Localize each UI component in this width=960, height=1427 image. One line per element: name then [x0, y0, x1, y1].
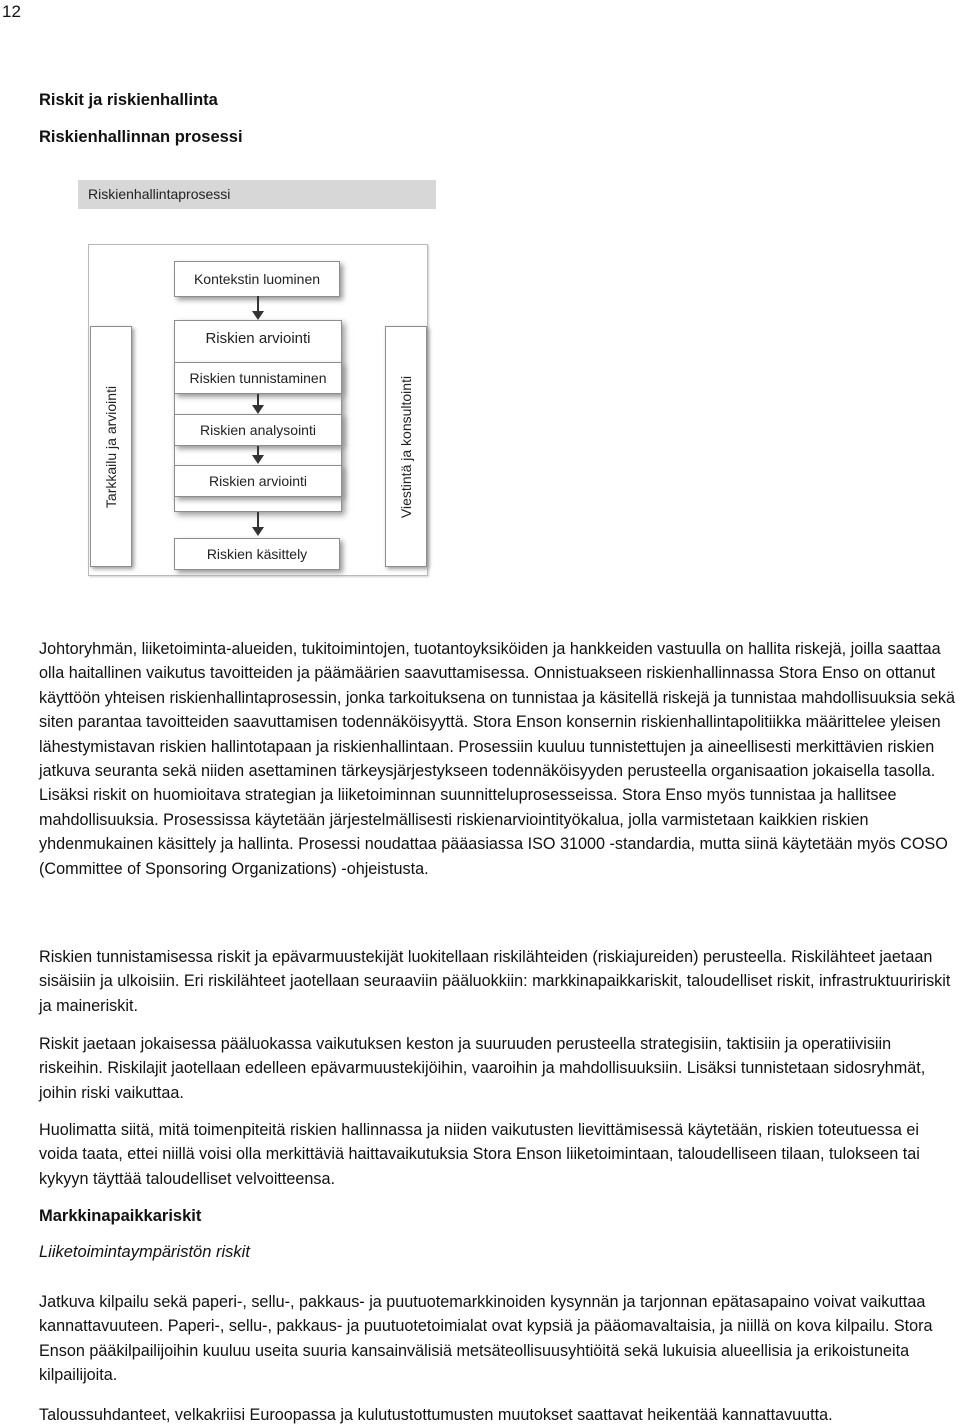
treatment-box: Riskien käsittely — [174, 538, 340, 570]
identification-box: Riskien tunnistaminen — [174, 362, 342, 394]
paragraph: Riskit jaetaan jokaisessa pääluokassa vaikutuksen keston ja suuruuden perusteella strategisiin, taktisiin ja operatiivisiin riskeihin. Riskilajit jaotellaan edelleen epävarmuustekijöihin, vaaroihin ja mahdollisuuksiin. Lisäksi tunnistetaan sidosryhmät, joihin riski vaikuttaa. — [39, 1035, 926, 1102]
paragraph: Jatkuva kilpailu sekä paperi-, sellu-, pakkaus- ja puutuotemarkkinoiden kysynnän ja tarjonnan epätasapaino voivat vaikuttaa kannattavuuteen. Paperi-, sellu-, pakkaus- ja puutuotetoimialat ovat kypsiä ja pääomavaltaisia, ja niillä on kova kilpailu. Stora Enson pääkilpailijoihin kuuluu useita suuria kansainvälisiä metsäteollisuusyhtiöitä sekä lukuisia alueellisia ja erikoistuneita kilpailijoita. — [39, 1293, 933, 1385]
paragraph: Taloussuhdanteet, velkakriisi Euroopassa ja kulutustottumusten muutokset saattavat heikentää kannattavuutta. — [39, 1406, 833, 1424]
context-box: Kontekstin luominen — [174, 261, 340, 297]
paragraph: Huolimatta siitä, mitä toimenpiteitä riskien hallinnassa ja niiden vaikutusten lievittämisessä käytetään, riskien toteutuessa ei voida taata, ettei niillä voisi olla merkittäviä haittavaikutuksia Stora Enson liiketoimintaan, taloudelliseen tilaan, tulokseen tai kykyyn täyttää taloudelliset velvoitteensa. — [39, 1121, 920, 1188]
arrow-down-icon — [257, 394, 259, 412]
business-environment-heading: Liiketoimintaympäristön riskit — [39, 1243, 250, 1261]
paragraph: Johtoryhmän, liiketoiminta-alueiden, tukitoimintojen, tuotantoyksiköiden ja hankkeiden vastuulla on hallita riskejä, joilla saattaa olla haitallinen vaikutus tavoitteiden ja päämäärien saavuttamisessa. Onnistuakseen riskienhallinnassa Stora Enso on ottanut käyttöön yhteisen riskienhallintaprosessin, jonka tarkoituksena on tunnistaa ja käsitellä riskejä ja tunnistaa mahdollisuuksia sekä siten parantaa tavoitteiden saavuttamisen todennäköisyyttä. Stora Enson konsernin riskienhallintapolitiikka määrittelee yleisen lähestymistavan riskien hallintotapaan ja riskienhallintaan. Prosessiin kuuluu tunnistettujen ja aineellisesti merkittävien riskien jatkuva seuranta sekä niiden asettaminen tärkeysjärjestykseen todennäköisyyden perusteella organisaation jokaisella tasolla. Lisäksi riskit on huomioitava strategian ja liiketoiminnan suunnitteluprosesseissa. Stora Enso myös tunnistaa ja hallitsee mahdollisuuksia. Prosessissa käytetään järjestelmällisesti riskienarviointityökalua, jolla varmistetaan kaikkien riskien yhdenmukainen käsittely ja hallinta. Prosessi noudattaa pääasiassa ISO 31000 -standardia, mutta siinä käytetään myös COSO (Committee of Sponsoring Organizations) -ohjeistusta. — [39, 640, 956, 878]
arrow-down-icon — [257, 446, 259, 462]
market-risks-heading: Markkinapaikkariskit — [39, 1207, 202, 1225]
subsection-heading: Riskienhallinnan prosessi — [39, 128, 243, 146]
paragraph: Riskien tunnistamisessa riskit ja epävarmuustekijät luokitellaan riskilähteiden (riskiajureiden) perusteella. Riskilähteet jaetaan sisäisiin ja ulkoisiin. Eri riskilähteet jaotellaan seuraaviin pääluokkiin: markkinapaikkariskit, taloudelliset riskit, infrastruktuuririskit ja maineriskit. — [39, 948, 951, 1015]
monitoring-label: Tarkkailu ja arviointi — [103, 385, 119, 508]
communication-label: Viestintä ja konsultointi — [398, 375, 414, 518]
communication-box — [385, 326, 427, 567]
arrow-down-icon — [257, 296, 259, 318]
analysis-box: Riskien analysointi — [174, 414, 342, 446]
page-number: 12 — [2, 2, 21, 21]
assessment-group-label: Riskien arviointi — [205, 330, 311, 347]
section-heading: Riskit ja riskienhallinta — [39, 91, 218, 109]
evaluation-box: Riskien arviointi — [174, 465, 342, 497]
arrow-down-icon — [257, 512, 259, 534]
risk-process-diagram — [78, 180, 438, 576]
diagram-title: Riskienhallintaprosessi — [78, 180, 436, 209]
monitoring-box — [90, 326, 132, 567]
